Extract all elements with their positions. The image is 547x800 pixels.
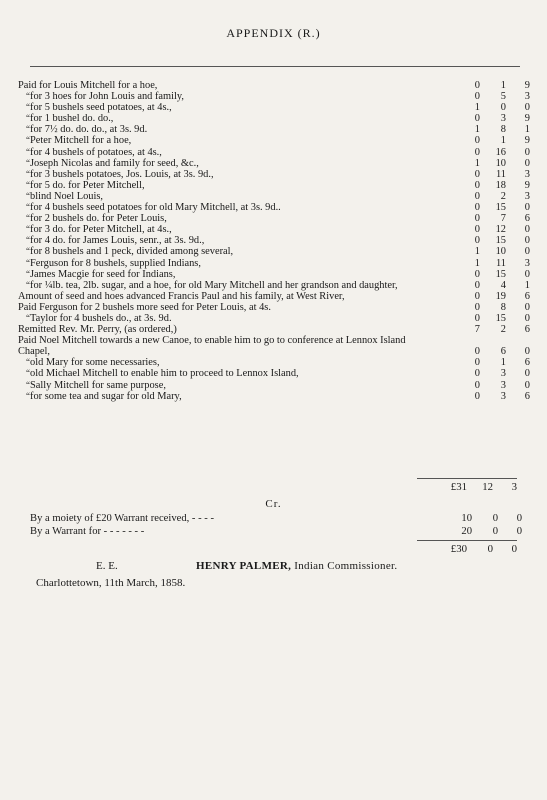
entry-amount	[450, 124, 530, 135]
credit-total-pounds: £30	[450, 543, 467, 555]
entry-pounds: 0	[474, 301, 480, 313]
ledger-row	[18, 246, 530, 257]
entry-pounds: 0	[474, 146, 480, 158]
ditto-mark: “	[26, 312, 30, 323]
entry-description	[18, 246, 435, 257]
credit-amount	[442, 526, 522, 537]
entry-pence: 0	[524, 268, 530, 280]
ditto-mark: “	[26, 246, 30, 257]
entry-amount	[450, 80, 530, 91]
entry-text: Sally Mitchell for same purpose,	[30, 379, 166, 391]
entry-amount	[450, 113, 530, 124]
entry-pounds: 0	[474, 379, 480, 391]
entry-text: for 4 bushels of potatoes, at 4s.,	[30, 146, 162, 158]
credit-total-pence: 0	[511, 543, 517, 555]
entry-pence: 0	[524, 312, 530, 324]
ditto-mark: “	[26, 179, 30, 190]
signature-name-role	[196, 560, 397, 572]
entry-pounds: 0	[474, 279, 480, 291]
entry-pounds: 0	[474, 346, 480, 358]
entry-amount	[450, 302, 530, 313]
ledger-row	[18, 102, 530, 113]
entry-pounds: 0	[474, 368, 480, 380]
ledger-row	[18, 180, 530, 191]
credit-total-shillings: 0	[487, 543, 493, 555]
ditto-mark: “	[26, 135, 30, 146]
entry-amount	[450, 391, 530, 402]
entry-pounds: 1	[474, 157, 480, 169]
entry-text: James Macgie for seed for Indians,	[30, 268, 176, 280]
entry-text: for 3 bushels potatoes, Jos. Louis, at 3s. 9d.,	[30, 168, 214, 180]
entry-description	[18, 357, 435, 368]
entry-pounds: 0	[474, 179, 480, 191]
entry-description	[18, 380, 435, 391]
ditto-mark: “	[26, 190, 30, 201]
ditto-mark: “	[26, 213, 30, 224]
ditto-mark: “	[26, 224, 30, 235]
entry-description	[18, 368, 435, 379]
entry-text: for 3 hoes for John Louis and family,	[30, 91, 185, 103]
entry-amount	[450, 169, 530, 180]
credit-shillings: 0	[492, 526, 498, 537]
entry-amount	[450, 246, 530, 257]
entry-pounds: 0	[474, 80, 480, 91]
ditto-mark: “	[26, 235, 30, 246]
ledger-row	[18, 91, 530, 102]
entry-text: for 5 bushels seed potatoes, at 4s.,	[30, 102, 172, 114]
debit-total-pence: 3	[511, 481, 517, 493]
entry-pounds: 0	[474, 312, 480, 324]
entry-text: Peter Mitchell for a hoe,	[30, 135, 132, 147]
place-date: Charlottetown, 11th March, 1858.	[36, 577, 186, 589]
entry-description	[18, 258, 435, 269]
ditto-mark: “	[26, 157, 30, 168]
entry-amount	[450, 313, 530, 324]
ledger-row	[18, 302, 530, 313]
entry-pence: 9	[524, 113, 530, 125]
entry-shillings: 6	[500, 346, 506, 358]
entry-pounds: 0	[474, 135, 480, 147]
ditto-mark: “	[26, 368, 30, 379]
header-rule	[30, 66, 520, 67]
entry-text: Noel Mitchell towards a new Canoe, to enable him to go to conference at Lennox Island Chapel,	[18, 335, 406, 358]
credit-pounds: 10	[461, 513, 472, 524]
page-title: APPENDIX (R.)	[226, 26, 321, 40]
entry-pence: 0	[524, 157, 530, 169]
entry-shillings: 4	[500, 279, 506, 291]
credit-pence: 0	[516, 526, 522, 537]
credit-description: By a moiety of £20 Warrant received, - - - -	[30, 513, 214, 524]
entry-text: Taylor for 4 bushels do., at 3s. 9d.	[30, 312, 172, 324]
debit-total	[417, 481, 517, 493]
entry-shillings: 18	[495, 179, 506, 191]
entry-description	[18, 335, 423, 357]
entry-pounds: 0	[474, 113, 480, 125]
entry-pence: 6	[524, 324, 530, 336]
credit-heading: Cr.	[265, 498, 282, 510]
entry-amount	[450, 258, 530, 269]
credit-shillings: 0	[492, 513, 498, 524]
ditto-mark: “	[26, 357, 30, 368]
entry-text: for 3 do. for Peter Mitchell, at 4s.,	[30, 224, 172, 236]
entry-amount	[450, 291, 530, 302]
entry-description	[18, 235, 435, 246]
ledger-row	[18, 280, 530, 291]
credit-total	[417, 543, 517, 555]
entry-pence: 1	[524, 124, 530, 136]
entry-shillings: 1	[500, 80, 506, 91]
entry-shillings: 3	[500, 390, 506, 402]
ledger-row	[18, 213, 530, 224]
ledger-row	[18, 147, 530, 158]
entry-description	[18, 213, 435, 224]
ledger-row	[18, 391, 530, 402]
entry-shillings: 10	[495, 157, 506, 169]
entry-shillings: 10	[495, 246, 506, 258]
entry-pounds: 0	[474, 268, 480, 280]
entry-text: for 2 bushels do. for Peter Louis,	[30, 213, 167, 225]
entry-pence: 0	[524, 379, 530, 391]
ledger-row	[18, 357, 530, 368]
ledger-row	[18, 169, 530, 180]
entry-description	[18, 191, 435, 202]
ledger	[18, 80, 530, 402]
entry-description	[18, 324, 423, 335]
entry-text: blind Noel Louis,	[30, 190, 104, 202]
entry-amount	[450, 269, 530, 280]
credit-row	[30, 513, 522, 524]
entry-prefix: Amount	[18, 290, 53, 302]
entry-shillings: 11	[495, 168, 506, 180]
credit-row	[30, 526, 522, 537]
entry-pence: 6	[524, 357, 530, 369]
entry-pounds: 1	[474, 124, 480, 136]
entry-pence: 3	[524, 91, 530, 103]
entry-shillings: 8	[500, 301, 506, 313]
entry-text: for Louis Mitchell for a hoe,	[39, 80, 158, 91]
entry-pounds: 1	[474, 246, 480, 258]
entry-amount	[450, 135, 530, 146]
entry-pounds: 0	[474, 168, 480, 180]
signature-initials: E. E.	[96, 560, 118, 572]
entry-description	[18, 135, 435, 146]
entry-pence: 0	[524, 202, 530, 214]
entry-shillings: 15	[495, 202, 506, 214]
entry-text: for 5 do. for Peter Mitchell,	[30, 179, 145, 191]
entry-pence: 3	[524, 190, 530, 202]
ledger-row	[18, 380, 530, 391]
ledger-row	[18, 269, 530, 280]
entry-amount	[450, 357, 530, 368]
ledger-row	[18, 291, 530, 302]
entry-pence: 6	[524, 213, 530, 225]
entry-amount	[450, 324, 530, 335]
entry-description	[18, 124, 435, 135]
entry-prefix: Remitted	[18, 324, 57, 336]
ledger-row	[18, 80, 530, 91]
entry-pounds: 0	[474, 357, 480, 369]
entry-amount	[450, 202, 530, 213]
entry-pounds: 7	[474, 324, 480, 336]
entry-shillings: 8	[500, 124, 506, 136]
ledger-row	[18, 202, 530, 213]
entry-shillings: 0	[500, 102, 506, 114]
entry-description	[18, 269, 435, 280]
entry-shillings: 1	[500, 135, 506, 147]
entry-shillings: 3	[500, 113, 506, 125]
entry-text: old Michael Mitchell to enable him to proceed to Lennox Island,	[30, 368, 299, 380]
debit-total-pounds: £31	[450, 481, 467, 493]
ledger-row	[18, 313, 530, 324]
entry-text: Ferguson for 2 bushels more seed for Peter Louis, at 4s.	[39, 301, 271, 313]
entry-pence: 1	[524, 279, 530, 291]
ditto-mark: “	[26, 379, 30, 390]
entry-shillings: 2	[500, 190, 506, 202]
ledger-row	[18, 335, 530, 357]
entry-amount	[450, 346, 530, 357]
entry-pounds: 1	[474, 102, 480, 114]
entry-description	[18, 80, 423, 91]
entry-shillings: 15	[495, 312, 506, 324]
credit-description: By a Warrant for - - - - - - -	[30, 526, 145, 537]
entry-text: for 4 bushels seed potatoes for old Mary Mitchell, at 3s. 9d..	[30, 202, 281, 214]
entry-description	[18, 391, 435, 402]
entry-pounds: 0	[474, 213, 480, 225]
entry-description	[18, 113, 435, 124]
entry-text: for 8 bushels and 1 peck, divided among several,	[30, 246, 234, 258]
entry-text: for 7½ do. do. do., at 3s. 9d.	[30, 124, 148, 136]
ditto-mark: “	[26, 91, 30, 102]
entry-amount	[450, 158, 530, 169]
entry-text: Ferguson for 8 bushels, supplied Indians,	[30, 257, 201, 269]
entry-amount	[450, 235, 530, 246]
credit-pounds: 20	[461, 526, 472, 537]
entry-pence: 3	[524, 257, 530, 269]
entry-description	[18, 313, 435, 324]
entry-description	[18, 158, 435, 169]
entry-pence: 3	[524, 168, 530, 180]
entry-shillings: 3	[500, 379, 506, 391]
entry-amount	[450, 213, 530, 224]
entry-prefix: Paid	[18, 80, 37, 91]
ditto-mark: “	[26, 257, 30, 268]
entry-description	[18, 147, 435, 158]
ditto-mark: “	[26, 124, 30, 135]
entry-shillings: 1	[500, 357, 506, 369]
entry-description	[18, 224, 435, 235]
entry-text: for 1 bushel do. do.,	[30, 113, 114, 125]
entry-description	[18, 202, 435, 213]
ditto-mark: “	[26, 102, 30, 113]
entry-text: old Mary for some necessaries,	[30, 357, 160, 369]
entry-text: for 4 do. for James Louis, senr., at 3s. 9d.,	[30, 235, 205, 247]
ditto-mark: “	[26, 390, 30, 401]
entry-shillings: 16	[495, 146, 506, 158]
entry-description	[18, 280, 435, 291]
ditto-mark: “	[26, 279, 30, 290]
entry-amount	[450, 280, 530, 291]
entry-pounds: 0	[474, 290, 480, 302]
entry-pounds: 0	[474, 190, 480, 202]
debit-total-rule	[417, 478, 517, 479]
entry-pence: 0	[524, 346, 530, 358]
entry-pounds: 0	[474, 202, 480, 214]
ditto-mark: “	[26, 113, 30, 124]
signature-name: HENRY PALMER,	[196, 560, 292, 572]
entry-shillings: 2	[500, 324, 506, 336]
entry-description	[18, 291, 423, 302]
entry-description	[18, 169, 435, 180]
entry-pence: 0	[524, 102, 530, 114]
entry-pounds: 1	[474, 257, 480, 269]
entry-shillings: 5	[500, 91, 506, 103]
entry-description	[18, 102, 435, 113]
entry-pence: 0	[524, 301, 530, 313]
signature-role: Indian Commissioner.	[294, 560, 398, 572]
ledger-row	[18, 113, 530, 124]
entry-description	[18, 180, 435, 191]
entry-shillings: 15	[495, 235, 506, 247]
entry-pence: 9	[524, 179, 530, 191]
entry-shillings: 11	[495, 257, 506, 269]
debit-total-shillings: 12	[482, 481, 493, 493]
entry-text: Joseph Nicolas and family for seed, &c.,	[30, 157, 199, 169]
entry-amount	[450, 147, 530, 158]
entry-pence: 0	[524, 146, 530, 158]
entry-amount	[450, 102, 530, 113]
entry-amount	[450, 191, 530, 202]
entry-text: for some tea and sugar for old Mary,	[30, 390, 182, 402]
ledger-row	[18, 224, 530, 235]
ledger-row	[18, 324, 530, 335]
entry-amount	[450, 224, 530, 235]
credit-amount	[442, 513, 522, 524]
entry-pence: 6	[524, 390, 530, 402]
entry-pence: 6	[524, 290, 530, 302]
entry-pence: 0	[524, 224, 530, 236]
ledger-row	[18, 258, 530, 269]
entry-amount	[450, 91, 530, 102]
entry-shillings: 15	[495, 268, 506, 280]
entry-shillings: 12	[495, 224, 506, 236]
ledger-row	[18, 158, 530, 169]
entry-pence: 9	[524, 135, 530, 147]
ditto-mark: “	[26, 202, 30, 213]
ledger-row	[18, 235, 530, 246]
ledger-row	[18, 135, 530, 146]
ditto-mark: “	[26, 146, 30, 157]
entry-amount	[450, 180, 530, 191]
ledger-row	[18, 124, 530, 135]
entry-shillings: 3	[500, 368, 506, 380]
entry-text: Rev. Mr. Perry, (as ordered,)	[58, 324, 177, 336]
ledger-row	[18, 191, 530, 202]
ditto-mark: “	[26, 168, 30, 179]
entry-text: for ¼lb. tea, 2lb. sugar, and a hoe, for old Mary Mitchell and her grandson and daughter,	[30, 279, 398, 291]
entry-pence: 0	[524, 368, 530, 380]
credit-total-rule	[417, 540, 517, 541]
entry-pence: 0	[524, 235, 530, 247]
entry-amount	[450, 380, 530, 391]
entry-prefix: Paid	[18, 335, 37, 347]
credit-pence: 0	[516, 513, 522, 524]
entry-prefix: Paid	[18, 301, 37, 313]
entry-pounds: 0	[474, 224, 480, 236]
entry-amount	[450, 368, 530, 379]
entry-description	[18, 302, 423, 313]
entry-text: of seed and hoes advanced Francis Paul and his family, at West River,	[54, 290, 345, 302]
entry-pence: 0	[524, 246, 530, 258]
entry-pounds: 0	[474, 390, 480, 402]
entry-pounds: 0	[474, 91, 480, 103]
entry-pounds: 0	[474, 235, 480, 247]
entry-shillings: 19	[495, 290, 506, 302]
entry-description	[18, 91, 435, 102]
entry-pence: 9	[524, 80, 530, 91]
ditto-mark: “	[26, 268, 30, 279]
ledger-row	[18, 368, 530, 379]
entry-shillings: 7	[500, 213, 506, 225]
